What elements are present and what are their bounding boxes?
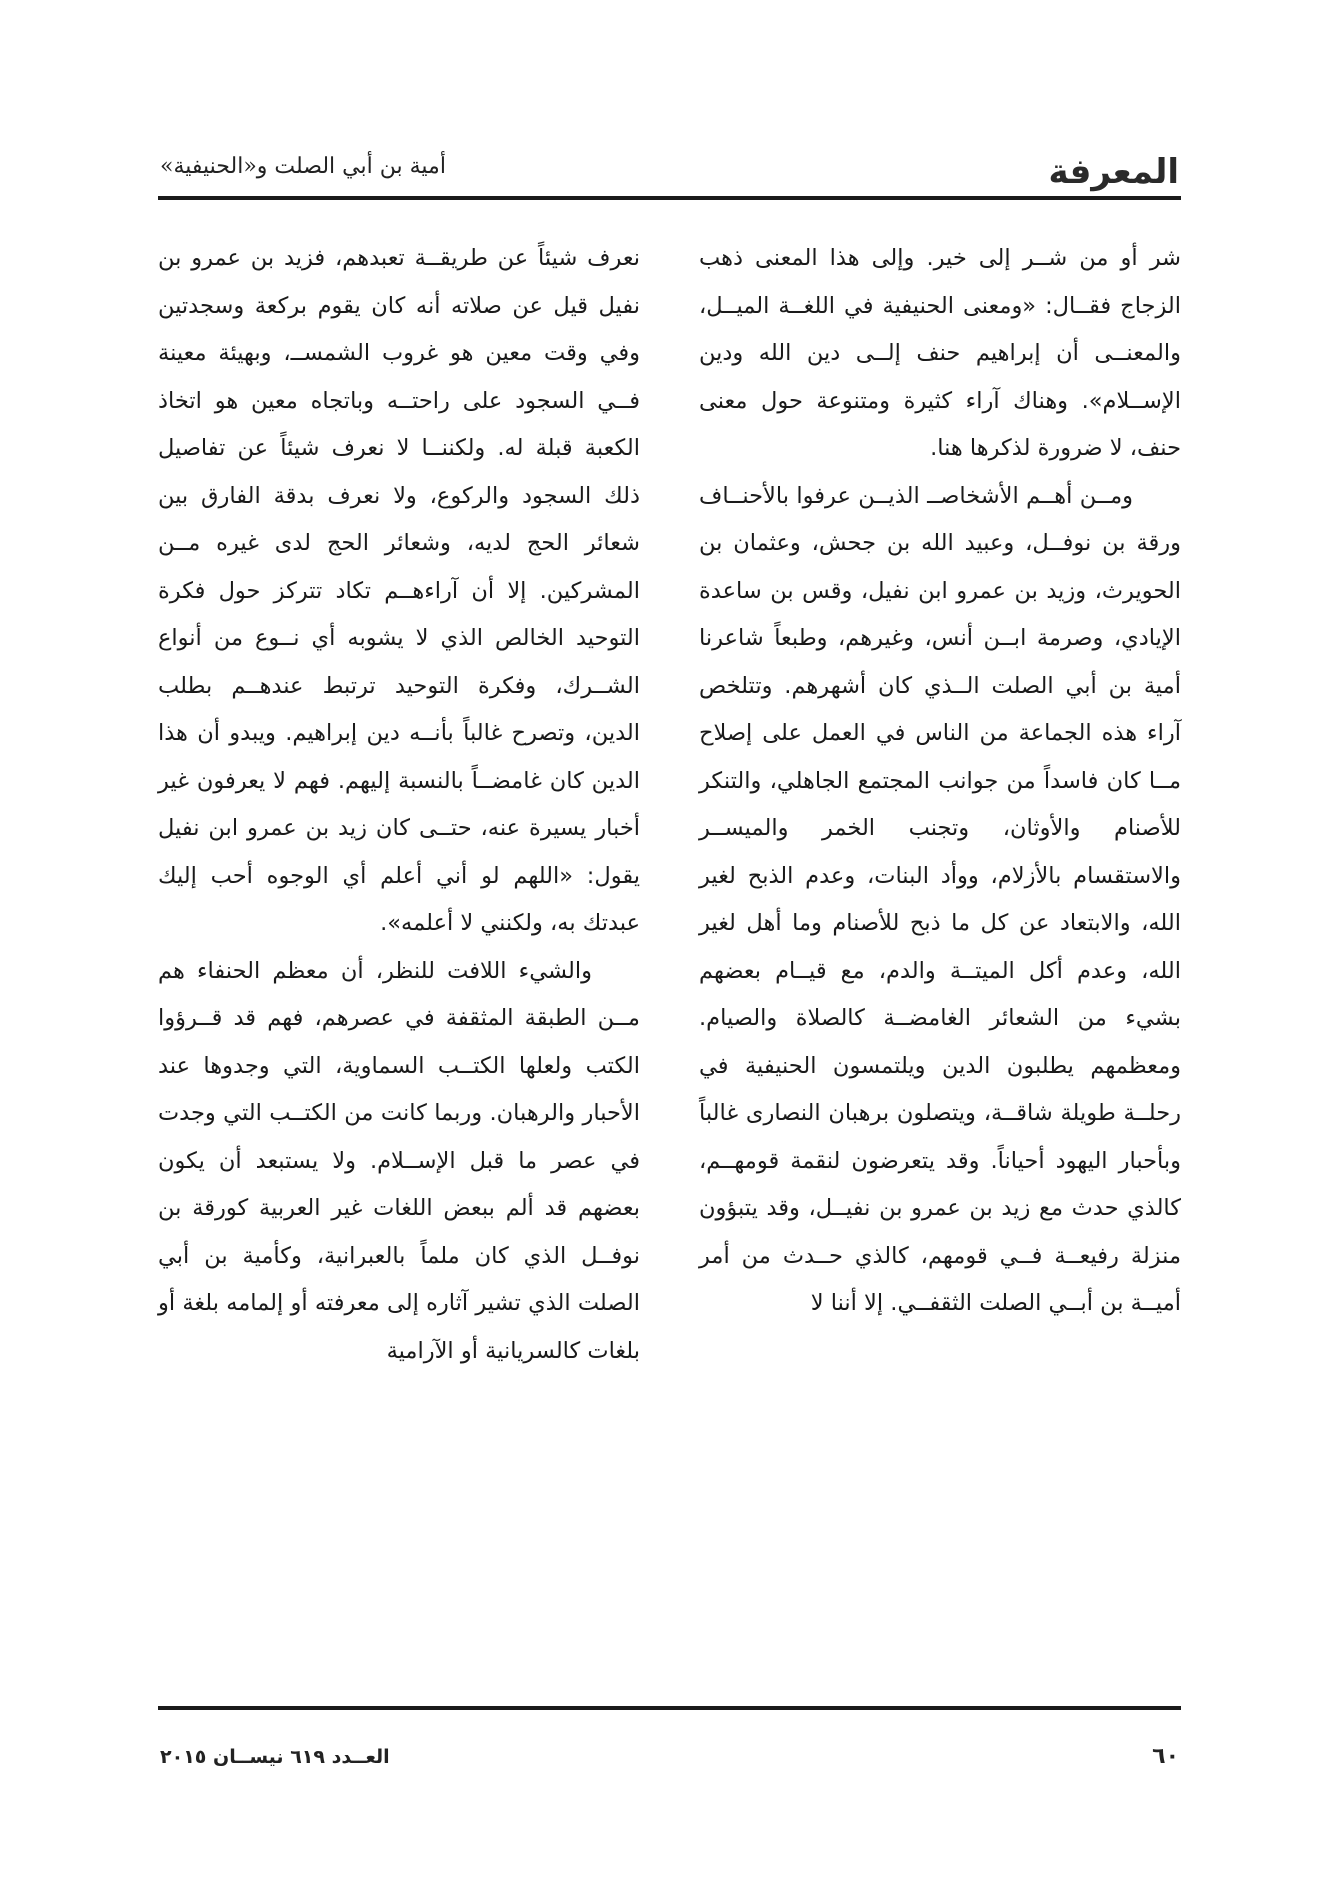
header-rule (158, 196, 1181, 200)
paragraph: نعرف شيئاً عن طريقــة تعبدهم، فزيد بن عمرو بن نفيل قيل عن صلاته أنه كان يقوم بركعة وسجدتين وفي وقت معين هو غروب الشمســ، وبهيئة معينة فــي السجود على راحتــه وباتجاه معين هو اتخاذ الكعبة قبلة له. ولكننــا لا نعرف شيئاً عن تفاصيل ذلك السجود والركوع، ولا نعرف بدقة الفارق بين شعائر الحج لديه، وشعائر الحج لدى غيره مــن المشركين. إلا أن آراءهــم تكاد تتركز حول فكرة التوحيد الخالص الذي لا يشوبه أي نــوع من أنواع الشــرك، وفكرة التوحيد ترتبط عندهــم بطلب الدين، وتصرح غالباً بأنــه دين إبراهيم. ويبدو أن هذا الدين كان غامضــاً بالنسبة إليهم. فهم لا يعرفون غير أخبار يسيرة عنه، حتــى كان زيد بن عمرو ابن نفيل يقول: «اللهم لو أني أعلم أي الوجوه أحب إليك عبدتك به، ولكنني لا أعلمه». (158, 245, 640, 936)
right-column (699, 235, 1181, 1328)
paragraph: ومــن أهــم الأشخاصــ الذيــن عرفوا بالأحنــاف ورقة بن نوفــل، وعبيد الله بن جحش، وعثمان بن الحويرث، وزيد بن عمرو ابن نفيل، وقس بن ساعدة الإيادي، وصرمة ابــن أنس، وغيرهم، وطبعاً شاعرنا أمية بن أبي الصلت الــذي كان أشهرهم. وتتلخص آراء هذه الجماعة من الناس في العمل على إصلاح مــا كان فاسداً من جوانب المجتمع الجاهلي، والتنكر للأصنام والأوثان، وتجنب الخمر والميســر والاستقسام بالأزلام، ووأد البنات، وعدم الذبح لغير الله، والابتعاد عن كل ما ذبح للأصنام وما أهل لغير الله، وعدم أكل الميتــة والدم، مع قيــام بعضهم بشيء من الشعائر الغامضــة كالصلاة والصيام. ومعظمهم يطلبون الدين ويلتمسون الحنيفية في رحلــة طويلة شاقــة، ويتصلون برهبان النصارى غالباً وبأحبار اليهود أحياناً. وقد يتعرضون لنقمة قومهــم، كالذي حدث مع زيد بن عمرو بن نفيــل، وقد يتبؤون منزلة رفيعــة فــي قومهم، كالذي حــدث من أمر أميــة بن أبــي الصلت الثقفــي. إلا أننا لا (699, 482, 1181, 1316)
paragraph: شر أو من شــر إلى خير. وإلى هذا المعنى ذهب الزجاج فقــال: «ومعنى الحنيفية في اللغــة الميــل، والمعنــى أن إبراهيم حنف إلــى دين الله ودين الإســلام». وهناك آراء كثيرة ومتنوعة حول معنى حنف، لا ضرورة لذكرها هنا. (699, 245, 1181, 461)
running-header-title: أمية بن أبي الصلت و«الحنيفية» (160, 154, 446, 179)
paragraph: والشيء اللافت للنظر، أن معظم الحنفاء هم مــن الطبقة المثقفة في عصرهم، فهم قد قــرؤوا الكتب ولعلها الكتــب السماوية، التي وجدوها عند الأحبار والرهبان. وربما كانت من الكتــب التي وجدت في عصر ما قبل الإســلام. ولا يستبعد أن يكون بعضهم قد ألم ببعض اللغات غير العربية كورقة بن نوفــل الذي كان ملماً بالعبرانية، وكأمية بن أبي الصلت الذي تشير آثاره إلى معرفته أو إلمامه بلغة أو بلغات كالسريانية أو الآرامية (158, 957, 640, 1364)
magazine-logo: المعرفة (1048, 152, 1179, 192)
left-column (158, 235, 640, 1375)
issue-info: العــدد ٦١٩ نيســان ٢٠١٥ (160, 1746, 390, 1768)
footer-rule (158, 1706, 1181, 1710)
page-number: ٦٠ (1152, 1744, 1179, 1769)
